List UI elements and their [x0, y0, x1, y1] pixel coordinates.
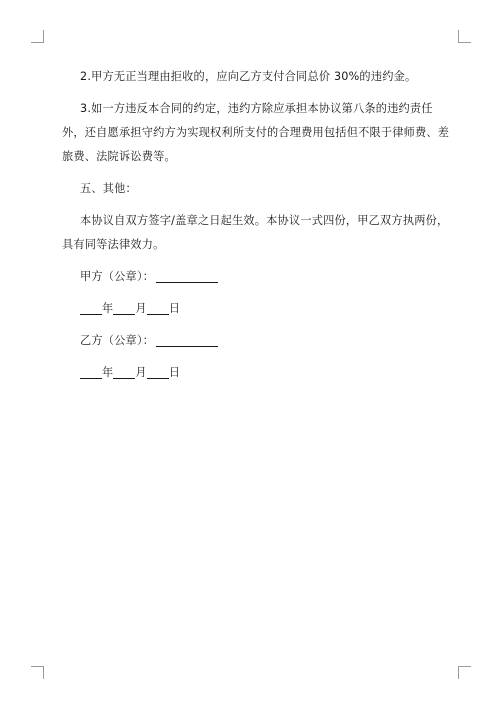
month-label: 月	[135, 366, 147, 379]
day-label: 日	[168, 302, 181, 315]
year-label: 年	[102, 366, 114, 379]
year-label: 年	[102, 302, 114, 315]
document-body	[62, 65, 450, 393]
day-blank	[147, 300, 169, 315]
clause-3: 3.如一方违反本合同的约定，违约方除应承担本协议第八条的违约责任外，还自愿承担守约方为实现权利所支付的合理费用包括但不限于律师费、差旅费、法院诉讼费等。	[62, 102, 450, 163]
party-a-signature-line	[62, 265, 450, 289]
day-blank	[147, 364, 169, 379]
year-blank	[80, 364, 102, 379]
month-blank	[113, 364, 135, 379]
clause-2: 2.甲方无正当理由拒收的，应向乙方支付合同总价 30%的违约金。	[80, 70, 417, 83]
party-b-signature-line	[62, 329, 450, 353]
month-blank	[113, 300, 135, 315]
corner-mark-top-right	[458, 30, 471, 43]
party-b-label: 乙方（公章）：	[80, 334, 155, 347]
month-label: 月	[135, 302, 147, 315]
party-b-date-line	[62, 361, 450, 385]
party-b-blank	[156, 332, 218, 347]
party-a-blank	[156, 268, 218, 283]
year-blank	[80, 300, 102, 315]
corner-mark-top-left	[31, 30, 44, 43]
corner-mark-bottom-left	[31, 666, 44, 679]
corner-mark-bottom-right	[458, 666, 471, 679]
party-a-date-line	[62, 297, 450, 321]
section-5-body: 本协议自双方签字/盖章之日起生效。本协议一式四份，甲乙双方执两份，具有同等法律效力。	[62, 214, 449, 251]
day-label: 日	[168, 366, 181, 379]
section-5-heading: 五、其他：	[80, 182, 137, 195]
party-a-label: 甲方（公章）：	[80, 270, 155, 283]
